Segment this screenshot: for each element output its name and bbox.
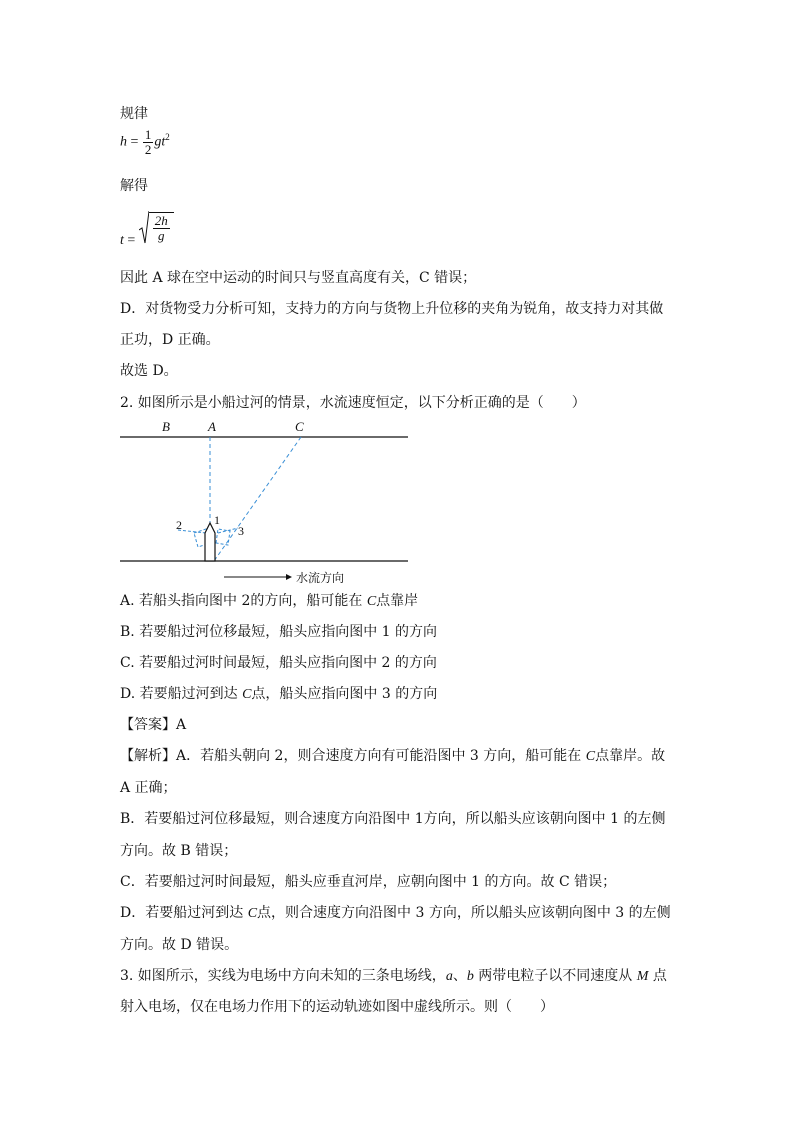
- label-a: A: [208, 419, 216, 434]
- analysis-line6-post: 点，则合速度方向沿图中 3 方向，所以船头应该朝向图中 3 的左侧: [257, 905, 671, 921]
- choose-answer: 故选 D。: [120, 363, 178, 379]
- option-a-pre: A. 若船头指向图中 2的方向，船可能在: [120, 593, 367, 609]
- analysis-d-line1: D．对货物受力分析可知，支持力的方向与货物上升位移的夹角为锐角，故支持力对其做: [120, 301, 664, 317]
- analysis-line4: 方向。故 B 错误；: [120, 843, 238, 859]
- analysis-d-line2: 正功，D 正确。: [120, 332, 220, 348]
- formula-h: [120, 128, 170, 157]
- answer: 【答案】A: [120, 717, 187, 733]
- label-c: C: [295, 419, 304, 434]
- formula-t-eq: =: [123, 233, 139, 248]
- analysis-line6: [120, 903, 671, 924]
- formula-t-den: g: [158, 227, 165, 243]
- label-1: 1: [214, 513, 220, 527]
- option-c: C. 若要船过河时间最短，船头应指向图中 2 的方向: [120, 655, 437, 671]
- q3-mid1: 、: [452, 968, 467, 984]
- q3-mid2: 两带电粒子以不同速度从: [473, 968, 637, 984]
- formula-h-eq: =: [127, 134, 142, 150]
- q3-pre: 3. 如图所示，实线为电场中方向未知的三条电场线，: [120, 968, 446, 984]
- analysis-line5: C．若要船过河时间最短，船头应垂直河岸，应朝向图中 1 的方向。故 C 错误；: [120, 874, 617, 890]
- direction-2-line: [178, 530, 206, 533]
- analysis-line3: B．若要船过河位移最短，则合速度方向沿图中 1方向，所以船头应该朝向图中 1 的左侧: [120, 811, 666, 827]
- option-b: B. 若要船过河位移最短，船头应指向图中 1 的方向: [120, 624, 437, 640]
- q3-m: M: [636, 969, 649, 984]
- q3-a: a: [445, 969, 453, 984]
- analysis-line2: A 正确；: [120, 780, 177, 796]
- label-b: B: [162, 419, 170, 434]
- formula-h-den: 2: [144, 142, 152, 157]
- analysis-line1-pre: 【解析】A．若船头朝向 2，则合速度方向有可能沿图中 3 方向，船可能在: [120, 748, 586, 764]
- q3-b: b: [466, 969, 474, 984]
- analysis-line6-var: C: [247, 906, 258, 921]
- analysis-line1-var: C: [585, 749, 596, 764]
- option-a: [120, 591, 418, 612]
- formula-t: [120, 210, 174, 249]
- analysis-line7: 方向。故 D 错误。: [120, 937, 239, 953]
- question-2-stem: 2. 如图所示是小船过河的情景，水流速度恒定，以下分析正确的是（ ）: [120, 395, 586, 411]
- option-d-var: C: [242, 687, 252, 702]
- question-3-line1: [120, 966, 667, 987]
- question-3-line2: 射入电场，仅在电场力作用下的运动轨迹如图中虚线所示。则（ ）: [120, 999, 554, 1015]
- label-2: 2: [176, 518, 182, 532]
- analysis-line6-pre: D．若要船过河到达: [120, 905, 248, 921]
- boat: [205, 523, 215, 561]
- formula-t-fraction: [153, 214, 170, 243]
- formula-h-fraction: [143, 128, 154, 157]
- formula-t-num: 2h: [154, 212, 168, 228]
- flow-arrow-head: [286, 574, 292, 580]
- path-to-c: [214, 437, 301, 561]
- option-a-post: 点靠岸: [376, 593, 419, 609]
- analysis-line1: [120, 746, 665, 767]
- formula-h-lhs: h: [120, 134, 127, 150]
- label-3: 3: [238, 524, 244, 538]
- option-d: [120, 684, 437, 705]
- option-d-post: 点，船头应指向图中 3 的方向: [251, 686, 438, 702]
- conclusion-c: 因此 A 球在空中运动的时间只与竖直高度有关，C 错误；: [120, 270, 477, 286]
- solve-label: 解得: [120, 178, 148, 194]
- analysis-line1-post: 点靠岸。故: [595, 748, 666, 764]
- radical-sign: [139, 210, 149, 244]
- q3-post: 点: [648, 968, 667, 984]
- formula-h-rhs: gt: [154, 134, 166, 150]
- flow-direction-label: 水流方向: [296, 571, 345, 585]
- formula-h-num: 1: [144, 127, 152, 142]
- formula-h-exp: 2: [165, 132, 170, 143]
- option-d-pre: D. 若要船过河到达: [120, 686, 243, 702]
- sqrt-symbol: [139, 210, 174, 244]
- rule-label: 规律: [120, 106, 148, 122]
- formula-t-lhs: t: [120, 233, 124, 248]
- option-a-var: C: [366, 594, 377, 609]
- boat-river-diagram: [118, 415, 410, 587]
